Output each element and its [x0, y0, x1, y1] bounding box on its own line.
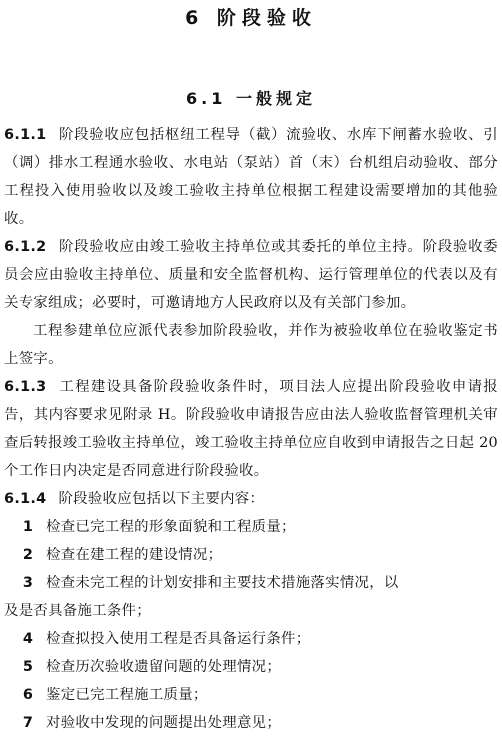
clause-number: 6.1.4 — [4, 491, 47, 507]
clause-text: 阶段验收应包括枢纽工程导（截）流验收、水库下闸蓄水验收、引（调）排水工程通水验收、水电站（泵站）首（末）台机组启动验收、部分工程投入使用验收以及竣工验收主持单位根据工程建设需要增加的其他验收。 — [4, 127, 498, 227]
clause-6-1-2-paragraph-2: 工程参建单位应派代表参加阶段验收，并作为被验收单位在验收鉴定书上签字。 — [4, 323, 498, 367]
list-item-continuation: 及是否具备施工条件； — [4, 603, 151, 619]
list-item-number: 4 — [22, 631, 34, 647]
list-item-text: 检查未完工程的计划安排和主要技术措施落实情况，以 — [46, 575, 399, 591]
list-item — [4, 653, 498, 681]
list-item-number: 6 — [22, 687, 34, 703]
list-item — [4, 709, 498, 737]
clause-6-1-4 — [4, 485, 498, 513]
list-item — [4, 541, 498, 569]
list-item-text: 检查拟投入使用工程是否具备运行条件； — [46, 631, 311, 647]
list-item — [4, 569, 498, 597]
clause-text: 阶段验收应由竣工验收主持单位或其委托的单位主持。阶段验收委员会应由验收主持单位、质量和安全监督机构、运行管理单位的代表以及有关专家组成；必要时，可邀请地方人民政府以及有关部门参加。 — [4, 239, 498, 311]
list-item — [4, 681, 498, 709]
list-item-text: 检查已完工程的形象面貌和工程质量； — [46, 519, 296, 535]
list-item-text: 检查历次验收遗留问题的处理情况； — [46, 659, 282, 675]
list-item-number: 3 — [22, 575, 34, 591]
document-body — [4, 121, 498, 737]
list-item-text: 检查在建工程的建设情况； — [46, 547, 223, 563]
list-item-number: 1 — [22, 519, 34, 535]
list-item-text: 鉴定已完工程施工质量； — [46, 687, 208, 703]
clause-6-1-2 — [4, 233, 498, 317]
section-title: 6.1 一般规定 — [186, 89, 316, 108]
clause-text: 工程建设具备阶段验收条件时，项目法人应提出阶段验收申请报告，其内容要求见附录 H。阶段验收申请报告应由法人验收监督管理机关审查后转报竣工验收主持单位，竣工验收主持单位应自收到申请报告之日起 20 个工作日内决定是否同意进行阶段验收。 — [4, 379, 498, 479]
list-item-number: 2 — [22, 547, 34, 563]
clause-6-1-1 — [4, 121, 498, 233]
list-item-number: 5 — [22, 659, 34, 675]
clause-number: 6.1.1 — [4, 127, 47, 143]
clause-text: 阶段验收应包括以下主要内容： — [58, 491, 265, 507]
clause-number: 6.1.3 — [4, 379, 47, 395]
list-item — [4, 625, 498, 653]
clause-6-1-3 — [4, 373, 498, 485]
clause-number: 6.1.2 — [4, 239, 47, 255]
list-item-text: 对验收中发现的问题提出处理意见； — [46, 715, 282, 731]
list-item-number: 7 — [22, 715, 34, 731]
list-item — [4, 513, 498, 541]
chapter-title: 6 阶段验收 — [185, 7, 317, 29]
